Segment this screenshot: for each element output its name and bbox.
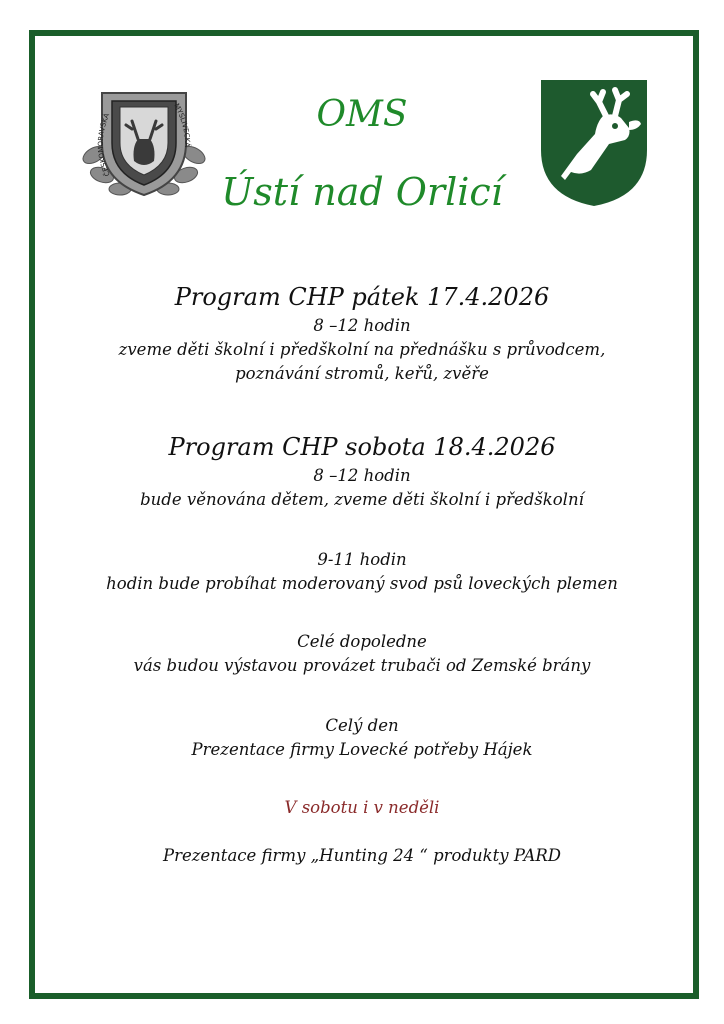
weekend-label: V sobotu i v neděli <box>284 798 440 817</box>
morning-time: Celé dopoledne <box>297 632 427 651</box>
dogs-time: 9-11 hodin <box>317 550 407 569</box>
morning-program <box>0 630 724 678</box>
friday-heading: Program CHP pátek 17.4.2026 <box>174 283 550 311</box>
dogs-line1: hodin bude probíhat moderovaný svod psů loveckých plemen <box>106 574 618 593</box>
saturday-program <box>0 432 724 512</box>
allday-line1: Prezentace firmy Lovecké potřeby Hájek <box>191 740 533 759</box>
friday-time: 8 –12 hodin <box>313 316 411 335</box>
saturday-line1: bude věnována dětem, zveme děti školní i předškolní <box>140 490 584 509</box>
svg-text:ČESKOMORAVSKÁ: ČESKOMORAVSKÁ <box>96 112 112 178</box>
friday-program <box>0 282 724 386</box>
title-city: Ústí nad Orlicí <box>221 170 503 214</box>
dogs-program <box>0 548 724 596</box>
saturday-time: 8 –12 hodin <box>313 466 411 485</box>
allday-time: Celý den <box>325 716 399 735</box>
title-oms: OMS <box>316 94 408 135</box>
weekend-line1: Prezentace firmy „Hunting 24 “ produkty PARD <box>162 846 562 865</box>
friday-line1: zveme děti školní i předškolní na přednášku s průvodcem, <box>118 340 606 359</box>
friday-line2: poznávání stromů, keřů, zvěře <box>235 364 489 383</box>
allday-program <box>0 714 724 762</box>
weekend-program <box>0 844 724 868</box>
weekend-label-block <box>0 796 724 820</box>
svg-text:MYSLIVECKÁ: MYSLIVECKÁ <box>172 102 192 148</box>
morning-line1: vás budou výstavou provázet trubači od Zemské brány <box>133 656 591 675</box>
saturday-heading: Program CHP sobota 18.4.2026 <box>168 433 556 461</box>
